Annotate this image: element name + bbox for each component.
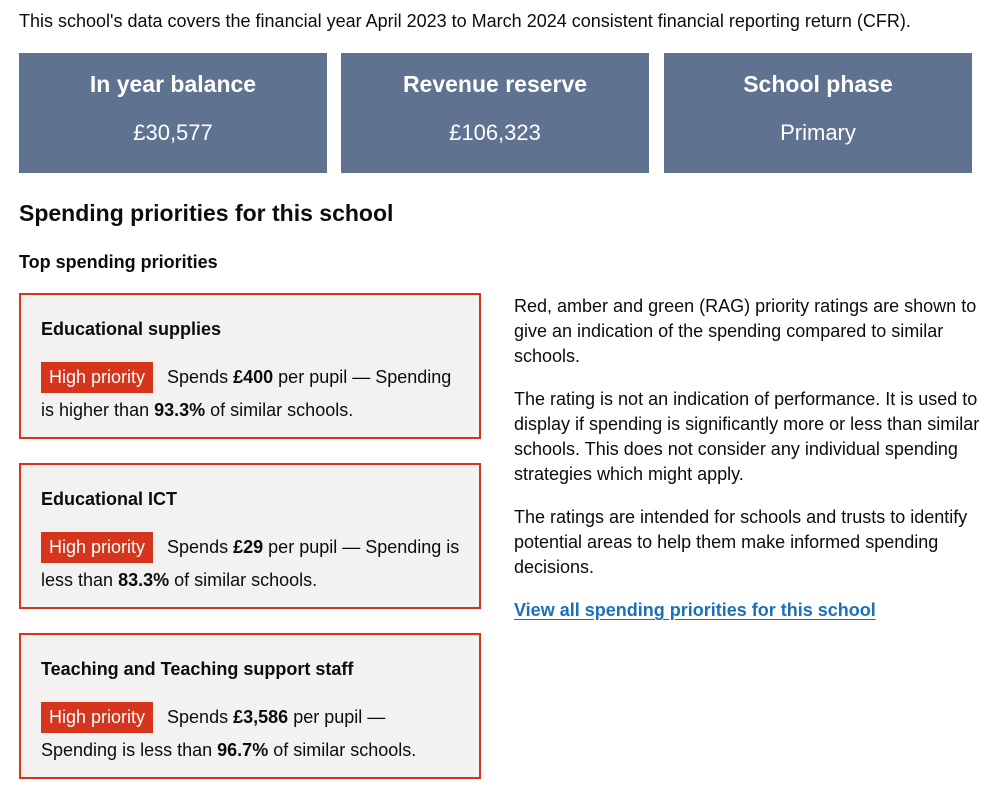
priority-card-title: Educational supplies [41, 319, 222, 339]
revenue-reserve-card [341, 53, 649, 173]
spend-amount: £3,586 [233, 707, 289, 727]
data-coverage-intro: This school's data covers the financial year April 2023 to March 2024 consistent financial reporting return (CFR). [19, 11, 911, 31]
comparison-suffix: of similar schools. [273, 740, 417, 760]
stat-label: In year balance [89, 71, 257, 97]
spends-prefix: Spends [167, 707, 229, 727]
comparison-suffix: of similar schools. [174, 570, 318, 590]
priority-card-educational-supplies [19, 293, 481, 439]
in-year-balance-card [19, 53, 327, 173]
rag-info-paragraph: Red, amber and green (RAG) priority ratings are shown to give an indication of the spending compared to similar schools. [514, 296, 977, 366]
stat-label: School phase [743, 71, 893, 97]
comparison-percent: 83.3% [118, 570, 170, 590]
priority-card-body [41, 361, 466, 427]
stat-label: Revenue reserve [402, 71, 588, 97]
view-all-spending-priorities-link[interactable]: View all spending priorities for this school [514, 600, 876, 620]
high-priority-tag: High priority [41, 532, 153, 563]
comparison-text: less than [140, 740, 213, 760]
rag-rating-explanation [514, 294, 982, 623]
top-spending-priorities-heading: Top spending priorities [19, 252, 218, 272]
comparison-percent: 93.3% [154, 400, 206, 420]
priority-card-body [41, 701, 466, 767]
comparison-text: less than [41, 570, 114, 590]
comparison-suffix: of similar schools. [210, 400, 354, 420]
per-pupil-text: per pupil — Spending is [268, 537, 460, 557]
priority-card-title: Teaching and Teaching support staff [41, 659, 354, 679]
ratings-purpose-paragraph: The ratings are intended for schools and trusts to identify potential areas to help them make informed spending decisions. [514, 507, 968, 577]
rating-info-paragraph: The rating is not an indication of performance. It is used to display if spending is significantly more or less than similar schools. This does not consider any individual spending strategies which might apply. [514, 389, 980, 484]
high-priority-tag: High priority [41, 702, 153, 733]
per-pupil-text: per pupil — Spending is [41, 707, 386, 760]
per-pupil-text: per pupil — Spending is [41, 367, 452, 420]
stat-value: Primary [780, 120, 856, 145]
school-phase-card [664, 53, 972, 173]
priority-card-title: Educational ICT [41, 489, 178, 509]
priority-card-teaching-staff [19, 633, 481, 779]
stat-value: £106,323 [449, 120, 541, 145]
comparison-text: higher than [59, 400, 150, 420]
stat-value: £30,577 [133, 120, 213, 145]
spend-amount: £400 [233, 367, 274, 387]
spends-prefix: Spends [167, 367, 229, 387]
spend-amount: £29 [233, 537, 264, 557]
spending-priorities-heading: Spending priorities for this school [19, 200, 394, 226]
comparison-percent: 96.7% [217, 740, 269, 760]
priority-card-educational-ict [19, 463, 481, 609]
spends-prefix: Spends [167, 537, 229, 557]
priority-card-body [41, 531, 466, 597]
high-priority-tag: High priority [41, 362, 153, 393]
